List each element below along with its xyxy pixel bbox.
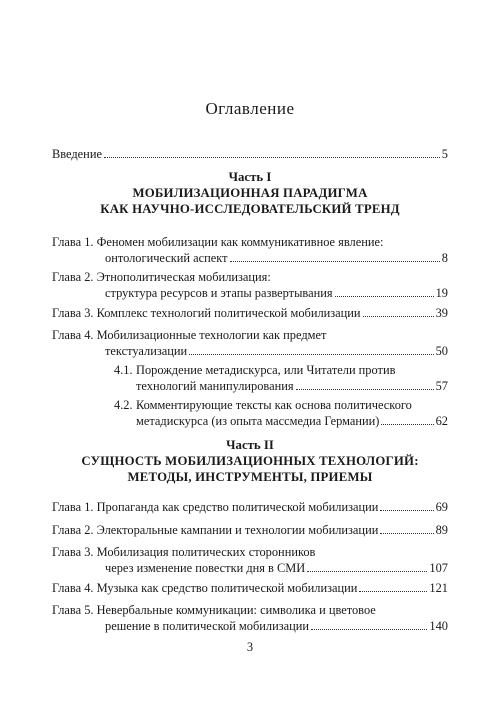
leader-dots xyxy=(335,285,434,297)
leader-dots xyxy=(363,305,434,317)
entry-page: 140 xyxy=(429,619,448,633)
chapter-prefix: Глава 3. xyxy=(52,545,94,559)
toc-entry-chapter[interactable] xyxy=(52,235,448,266)
chapter-title: Музыка как средство политической мобилизации xyxy=(96,581,358,595)
toc-entry-chapter[interactable] xyxy=(52,603,448,634)
section-title-cont: метадискурса (из опыта массмедиа Германии) xyxy=(136,414,380,428)
toc-entry-section[interactable] xyxy=(114,363,448,394)
entry-page: 107 xyxy=(429,561,448,575)
leader-dots xyxy=(307,560,427,572)
chapter-prefix: Глава 2. xyxy=(52,523,94,537)
entry-page: 5 xyxy=(441,147,448,161)
toc-title: Оглавление xyxy=(205,99,295,118)
chapter-title-cont: онтологический аспект xyxy=(105,251,228,265)
chapter-prefix: Глава 4. xyxy=(52,328,94,342)
leader-dots xyxy=(359,580,427,592)
entry-label: Введение xyxy=(52,147,102,161)
section-title-cont: технологий манипулирования xyxy=(136,379,294,393)
chapter-title: Феномен мобилизации как коммуникативное явление: xyxy=(96,235,384,249)
chapter-title: Пропаганда как средство политической мобилизации xyxy=(96,500,379,514)
leader-dots xyxy=(104,146,440,158)
entry-page: 8 xyxy=(441,251,448,265)
chapter-title: Комплекс технологий политической мобилизации xyxy=(96,306,361,320)
chapter-prefix: Глава 4. xyxy=(52,581,94,595)
toc-entry-intro[interactable] xyxy=(52,146,448,162)
chapter-prefix: Глава 3. xyxy=(52,306,94,320)
entry-page: 50 xyxy=(435,344,448,358)
part-number: Часть II xyxy=(226,438,274,452)
entry-page: 121 xyxy=(429,581,448,595)
page-number: 3 xyxy=(246,640,254,654)
chapter-title: Этнополитическая мобилизация: xyxy=(96,270,271,284)
part-title-line: МЕТОДЫ, ИНСТРУМЕНТЫ, ПРИЕМЫ xyxy=(127,470,373,484)
toc-entry-chapter[interactable] xyxy=(52,499,448,515)
toc-entry-chapter[interactable] xyxy=(52,305,448,321)
entry-page: 69 xyxy=(435,500,448,514)
chapter-title: Электоральные кампании и технологии мобилизации xyxy=(96,523,379,537)
chapter-prefix: Глава 1. xyxy=(52,500,94,514)
leader-dots xyxy=(311,618,427,630)
chapter-prefix: Глава 5. xyxy=(52,603,94,617)
leader-dots xyxy=(380,522,433,534)
toc-entry-chapter[interactable] xyxy=(52,580,448,596)
chapter-title-cont: структура ресурсов и этапы развертывания xyxy=(105,286,333,300)
toc-entry-section[interactable] xyxy=(114,398,448,429)
toc-entry-chapter[interactable] xyxy=(52,522,448,538)
part-2-heading xyxy=(0,438,500,485)
entry-page: 39 xyxy=(435,306,448,320)
chapter-prefix: Глава 2. xyxy=(52,270,94,284)
toc-entry-chapter[interactable] xyxy=(52,328,448,359)
leader-dots xyxy=(381,413,433,425)
entry-page: 62 xyxy=(435,414,448,428)
part-title-line: СУЩНОСТЬ МОБИЛИЗАЦИОННЫХ ТЕХНОЛОГИЙ: xyxy=(81,454,419,468)
chapter-title: Мобилизационные технологии как предмет xyxy=(96,328,327,342)
leader-dots xyxy=(189,343,433,355)
chapter-title: Мобилизация политических сторонников xyxy=(96,545,316,559)
section-number: 4.2. xyxy=(114,398,133,412)
section-number: 4.1. xyxy=(114,363,133,377)
part-title-line: КАК НАУЧНО-ИССЛЕДОВАТЕЛЬСКИЙ ТРЕНД xyxy=(100,202,400,216)
toc-entry-chapter[interactable] xyxy=(52,545,448,576)
chapter-prefix: Глава 1. xyxy=(52,235,94,249)
part-1-heading xyxy=(0,170,500,217)
leader-dots xyxy=(296,378,434,390)
chapter-title-cont: решение в политической мобилизации xyxy=(105,619,309,633)
entry-page: 57 xyxy=(435,379,448,393)
leader-dots xyxy=(380,499,433,511)
chapter-title: Невербальные коммуникации: символика и цветовое xyxy=(96,603,376,617)
entry-page: 89 xyxy=(435,523,448,537)
toc-entry-chapter[interactable] xyxy=(52,270,448,301)
section-title: Порождение метадискурса, или Читатели против xyxy=(136,363,396,377)
chapter-title-cont: через изменение повестки дня в СМИ xyxy=(105,561,306,575)
chapter-title-cont: текстуализации xyxy=(105,344,188,358)
part-title-line: МОБИЛИЗАЦИОННАЯ ПАРАДИГМА xyxy=(132,186,368,200)
leader-dots xyxy=(230,250,440,262)
part-number: Часть I xyxy=(228,170,272,184)
entry-page: 19 xyxy=(435,286,448,300)
section-title: Комментирующие тексты как основа политического xyxy=(136,398,412,412)
